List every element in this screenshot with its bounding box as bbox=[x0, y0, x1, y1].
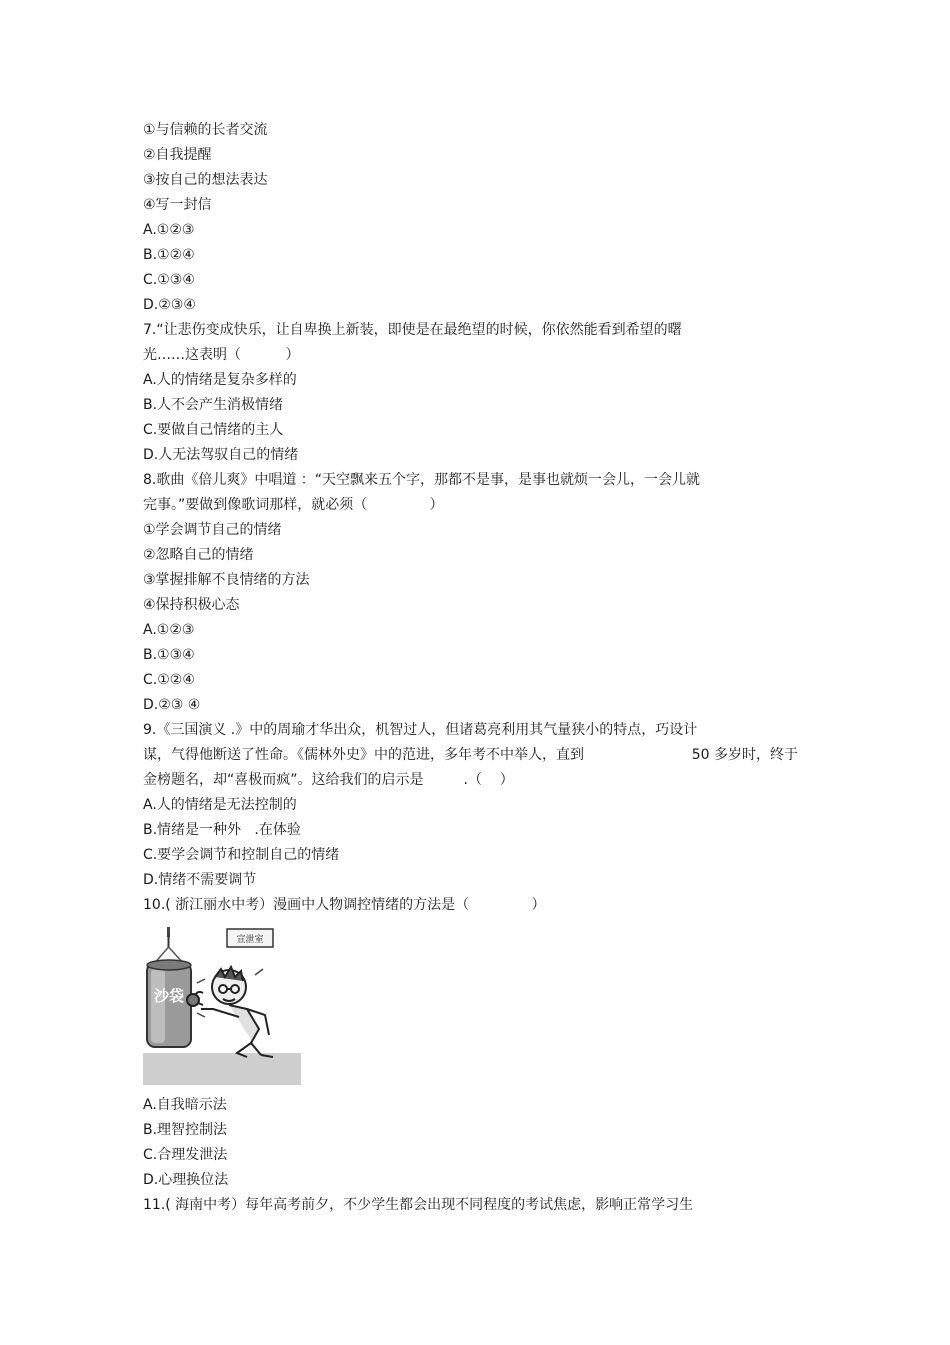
q8-option-a: A.①②③ bbox=[143, 622, 195, 638]
q10-option-c: C.合理发泄法 bbox=[143, 1147, 228, 1163]
q9-stem-line bbox=[143, 743, 798, 768]
q10-option-a: A.自我暗示法 bbox=[143, 1097, 227, 1113]
q8-item: ①学会调节自己的情绪 bbox=[143, 522, 282, 538]
q6-option-a: A.①②③ bbox=[143, 222, 195, 238]
q9-option-c: C.要学会调节和控制自己的情绪 bbox=[143, 847, 340, 863]
q7-option-a: A.人的情绪是复杂多样的 bbox=[143, 372, 297, 388]
q6-item: ①与信赖的长者交流 bbox=[143, 122, 268, 138]
q8-option-d: D.②③ ④ bbox=[143, 697, 201, 713]
q6-item: ②自我提醒 bbox=[143, 147, 212, 163]
q8-item: ②忽略自己的情绪 bbox=[143, 547, 254, 563]
q8-item: ④保持积极心态 bbox=[143, 597, 240, 613]
q7-stem-line: 7.“让悲伤变成快乐，让自卑换上新装，即使是在最绝望的时候，你依然能看到希望的曙 bbox=[143, 322, 682, 338]
q7-stem-line: 光……这表明（ ） bbox=[143, 347, 300, 363]
q10-option-d: D.心理换位法 bbox=[143, 1172, 229, 1188]
q9-option-b: B.情绪是一种外 .在体验 bbox=[143, 822, 301, 838]
bag-label: 沙袋 bbox=[153, 987, 185, 1005]
q9-stem-line: 9.《三国演义 .》中的周瑜才华出众，机智过人，但诸葛亮利用其气量狭小的特点，巧设计 bbox=[143, 722, 698, 738]
q8-option-b: B.①③④ bbox=[143, 647, 195, 663]
sign-label: 宣泄室 bbox=[236, 935, 264, 945]
q9-option-a: A.人的情绪是无法控制的 bbox=[143, 797, 297, 813]
q6-option-d: D.②③④ bbox=[143, 297, 196, 313]
q6-item: ③按自己的想法表达 bbox=[143, 172, 268, 188]
q8-stem-line: 8.歌曲《倍儿爽》中唱道 ：“天空飘来五个字，那都不是事，是事也就烦一会儿，一会儿就 bbox=[143, 472, 701, 488]
wall-sign bbox=[227, 929, 273, 947]
q7-option-b: B.人不会产生消极情绪 bbox=[143, 397, 284, 413]
q9-option-d: D.情绪不需要调节 bbox=[143, 872, 257, 888]
q7-option-d: D.人无法驾驭自己的情绪 bbox=[143, 447, 299, 463]
floor bbox=[143, 1053, 301, 1085]
q8-option-c: C.①②④ bbox=[143, 672, 195, 688]
q8-stem-line: 完事。”要做到像歌词那样，就必须（ ） bbox=[143, 497, 444, 513]
q10-option-b: B.理智控制法 bbox=[143, 1122, 228, 1138]
punching-bag-cartoon bbox=[143, 925, 301, 1085]
punching-bag bbox=[147, 960, 191, 1047]
q8-item: ③掌握排解不良情绪的方法 bbox=[143, 572, 310, 588]
document-page bbox=[143, 118, 823, 1218]
q6-option-b: B.①②④ bbox=[143, 247, 195, 263]
q10-stem: 10.( 浙江丽水中考）漫画中人物调控情绪的方法是（ ） bbox=[143, 897, 546, 913]
q9-stem-right: 50 多岁时，终于 bbox=[691, 747, 798, 763]
q9-stem-left: 谋，气得他断送了性命。《儒林外史》中的范进，多年考不中举人，直到 bbox=[143, 747, 584, 763]
q11-stem: 11.( 海南中考）每年高考前夕，不少学生都会出现不同程度的考试焦虑，影响正常学习生 bbox=[143, 1197, 694, 1213]
q6-option-c: C.①③④ bbox=[143, 272, 195, 288]
q6-item: ④写一封信 bbox=[143, 197, 212, 213]
q7-option-c: C.要做自己情绪的主人 bbox=[143, 422, 284, 438]
q9-stem-line: 金榜题名，却“喜极而疯”。这给我们的启示是 .（ ） bbox=[143, 772, 514, 788]
